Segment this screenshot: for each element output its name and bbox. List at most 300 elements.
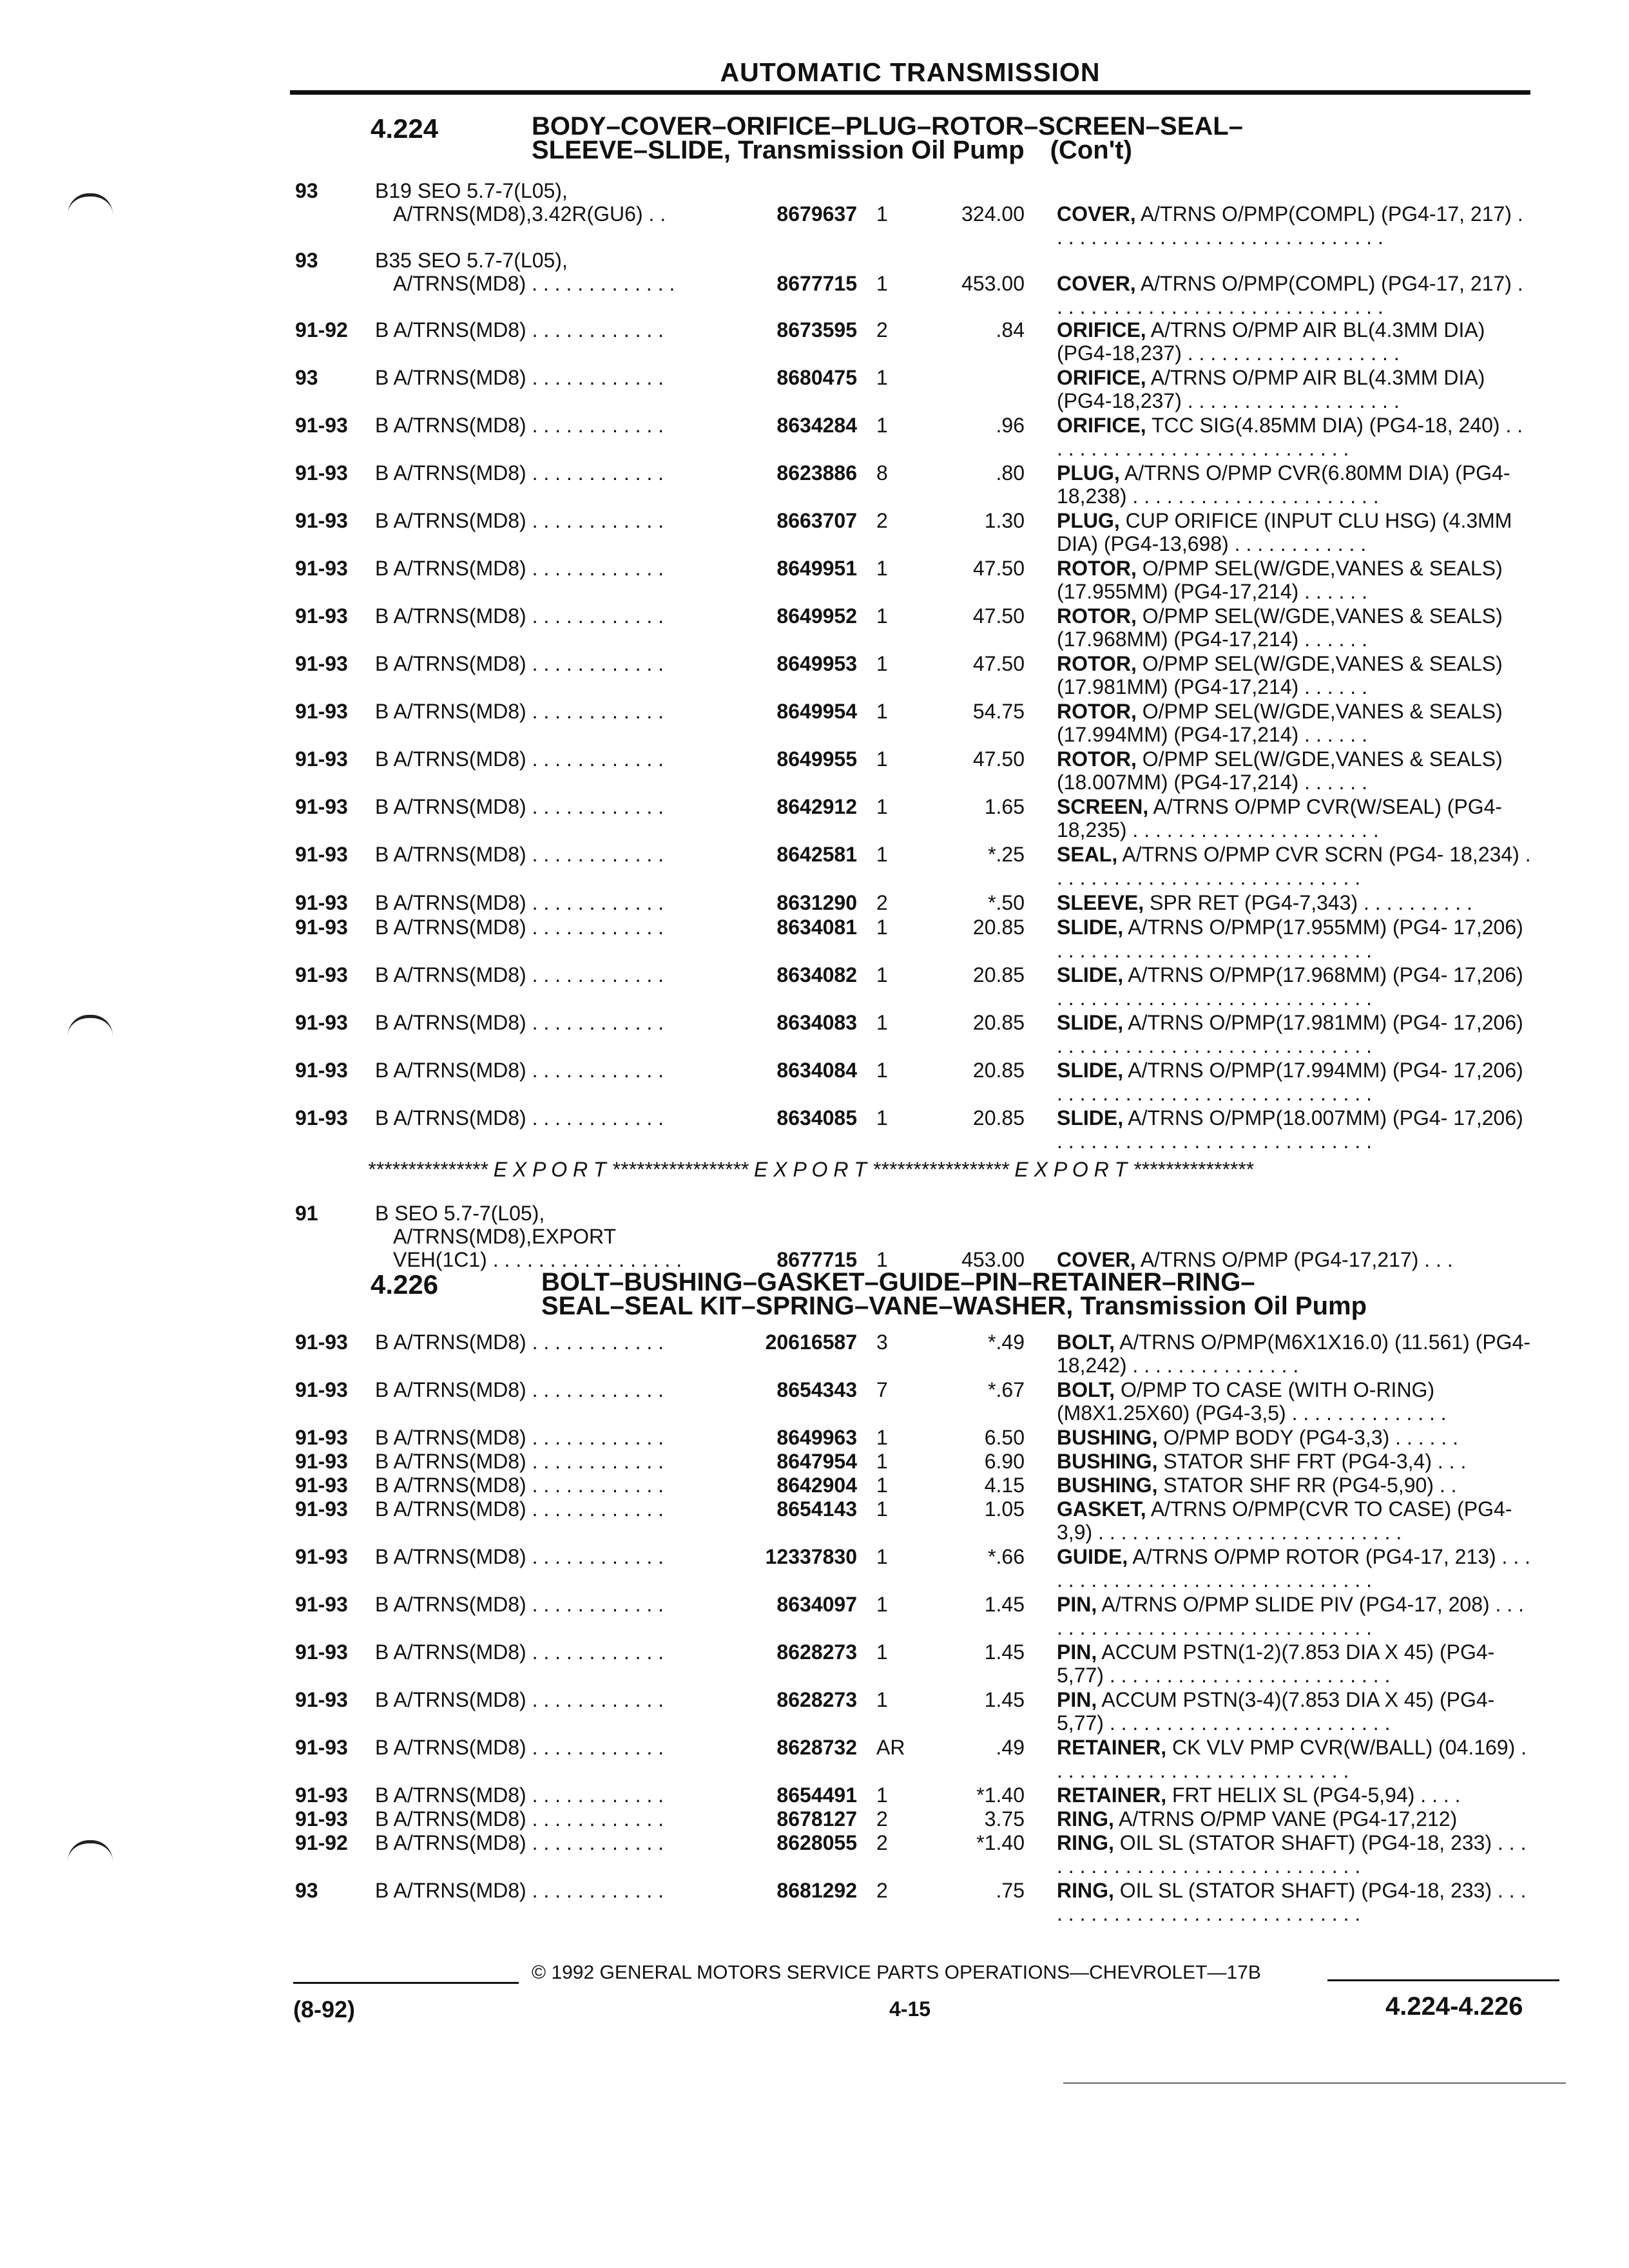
model-year: 91-93 [295, 1474, 348, 1497]
part-number: 8623886 [776, 461, 857, 485]
part-detail: A/TRNS O/PMP CVR SCRN (PG4- 18,234) . . . . . . . . . . . . . . . . . . . . . . . . . . . . [1057, 843, 1531, 889]
model-year: 91-93 [295, 891, 348, 914]
description [1057, 366, 1534, 412]
part-number: 8654143 [776, 1497, 857, 1521]
part-number: 8679637 [776, 202, 857, 226]
application: B A/TRNS(MD8) . . . . . . . . . . . . [375, 1807, 664, 1831]
model-year: 93 [295, 1879, 318, 1902]
part-name: PIN, [1057, 1593, 1097, 1616]
application: B A/TRNS(MD8) . . . . . . . . . . . . [375, 1497, 664, 1521]
description [1057, 461, 1534, 508]
part-number: 8642904 [776, 1474, 857, 1497]
part-detail: A/TRNS O/PMP CVR(6.80MM DIA) (PG4-18,238) . . . . . . . . . . . . . . . . . . . . . . [1057, 461, 1510, 508]
quantity: 1 [876, 1450, 888, 1473]
part-name: RETAINER, [1057, 1736, 1167, 1759]
application: B35 SEO 5.7-7(L05), [375, 249, 568, 272]
price: *1.40 [976, 1831, 1025, 1854]
continued-label: (Con't) [1050, 136, 1132, 164]
description [1057, 1059, 1534, 1105]
description [1057, 1426, 1534, 1449]
quantity: 1 [876, 963, 888, 986]
quantity: 2 [876, 1879, 888, 1902]
quantity: 2 [876, 318, 888, 341]
part-number: 8649954 [776, 700, 857, 723]
application: B A/TRNS(MD8) . . . . . . . . . . . . [375, 1593, 664, 1616]
application: B A/TRNS(MD8) . . . . . . . . . . . . [375, 509, 664, 532]
part-name: RING, [1057, 1807, 1114, 1831]
section-title-line-2: SEAL–SEAL KIT–SPRING–VANE–WASHER, Transmission Oil Pump [541, 1292, 1367, 1320]
application: A/TRNS(MD8),3.42R(GU6) . . [393, 202, 666, 226]
quantity: 2 [876, 1807, 888, 1831]
part-name: ORIFICE, [1057, 318, 1146, 341]
model-year: 91-93 [295, 795, 348, 818]
application: B A/TRNS(MD8) . . . . . . . . . . . . [375, 1474, 664, 1497]
application: B SEO 5.7-7(L05), [375, 1202, 545, 1225]
quantity: 1 [876, 652, 888, 675]
quantity: 1 [876, 1106, 888, 1129]
model-year: 91-93 [295, 1378, 348, 1401]
price: 324.00 [961, 202, 1025, 226]
application: A/TRNS(MD8) . . . . . . . . . . . . . [393, 272, 675, 295]
quantity: 1 [876, 843, 888, 866]
price: 1.45 [984, 1640, 1025, 1664]
quantity: 1 [876, 1545, 888, 1568]
description [1057, 843, 1534, 889]
model-year: 91-93 [295, 1497, 348, 1521]
part-name: RING, [1057, 1879, 1114, 1902]
description [1057, 1331, 1534, 1377]
part-number: 8628273 [776, 1688, 857, 1711]
price: 1.65 [984, 795, 1025, 818]
model-year: 91 [295, 1202, 318, 1225]
application: B19 SEO 5.7-7(L05), [375, 179, 568, 202]
model-year: 91-92 [295, 1831, 348, 1854]
description [1057, 557, 1534, 603]
model-year: 91-93 [295, 652, 348, 675]
price: 3.75 [984, 1807, 1025, 1831]
quantity: 1 [876, 1688, 888, 1711]
part-detail: ACCUM PSTN(1-2)(7.853 DIA X 45) (PG4-5,77) . . . . . . . . . . . . . . . . . . . . . . . . . [1057, 1640, 1495, 1687]
price: 453.00 [961, 272, 1025, 295]
model-year: 93 [295, 179, 318, 202]
application: B A/TRNS(MD8) . . . . . . . . . . . . [375, 1059, 664, 1082]
description [1057, 1879, 1534, 1925]
application: B A/TRNS(MD8) . . . . . . . . . . . . [375, 366, 664, 389]
part-detail: O/PMP TO CASE (WITH O-RING) (M8X1.25X60) (PG4-3,5) . . . . . . . . . . . . . . [1057, 1378, 1447, 1425]
application: B A/TRNS(MD8) . . . . . . . . . . . . [375, 1426, 664, 1449]
part-name: BUSHING, [1057, 1426, 1158, 1449]
model-year: 91-93 [295, 916, 348, 939]
quantity: 1 [876, 1011, 888, 1034]
application: B A/TRNS(MD8) . . . . . . . . . . . . [375, 1736, 664, 1759]
model-year: 91-93 [295, 843, 348, 866]
part-name: BOLT, [1057, 1331, 1115, 1354]
part-detail: ACCUM PSTN(3-4)(7.853 DIA X 45) (PG4-5,77) . . . . . . . . . . . . . . . . . . . . . . . . . [1057, 1688, 1495, 1735]
punch-hole-mark [68, 1840, 113, 1861]
price: 20.85 [972, 963, 1025, 986]
part-name: PLUG, [1057, 509, 1120, 532]
part-number: 8649952 [776, 604, 857, 628]
price: 1.30 [984, 509, 1025, 532]
price: 47.50 [972, 747, 1025, 771]
part-number: 8649951 [776, 557, 857, 580]
application: B A/TRNS(MD8) . . . . . . . . . . . . [375, 318, 664, 341]
model-year: 91-93 [295, 963, 348, 986]
model-year: 91-93 [295, 461, 348, 485]
part-detail: O/PMP BODY (PG4-3,3) . . . . . . [1163, 1426, 1458, 1449]
section-title-line-1: BOLT–BUSHING–GASKET–GUIDE–PIN–RETAINER–RING– [541, 1268, 1255, 1296]
application: B A/TRNS(MD8) . . . . . . . . . . . . [375, 604, 664, 628]
part-name: BUSHING, [1057, 1474, 1158, 1497]
application: B A/TRNS(MD8) . . . . . . . . . . . . [375, 1831, 664, 1854]
price: 20.85 [972, 916, 1025, 939]
model-year: 91-93 [295, 1736, 348, 1759]
model-year: 91-93 [295, 1059, 348, 1082]
description [1057, 652, 1534, 698]
application: B A/TRNS(MD8) . . . . . . . . . . . . [375, 747, 664, 771]
application: B A/TRNS(MD8) . . . . . . . . . . . . [375, 461, 664, 485]
price: *1.40 [976, 1783, 1025, 1807]
export-banner: *************** E X P O R T ***************** E X P O R T ***************** E X P O R T *************** [367, 1158, 1253, 1181]
part-number: 8631290 [776, 891, 857, 914]
application: B A/TRNS(MD8) . . . . . . . . . . . . [375, 1378, 664, 1401]
price: *.66 [988, 1545, 1025, 1568]
part-number: 8628055 [776, 1831, 857, 1854]
quantity: 1 [876, 557, 888, 580]
part-detail: A/TRNS O/PMP(17.968MM) (PG4- 17,206) . . . . . . . . . . . . . . . . . . . . . . . . . . . . [1057, 963, 1523, 1010]
model-year: 91-93 [295, 1783, 348, 1807]
application: B A/TRNS(MD8) . . . . . . . . . . . . [375, 891, 664, 914]
model-year: 93 [295, 366, 318, 389]
footer-page-number: 4-15 [889, 1997, 931, 2021]
part-number: 8681292 [776, 1879, 857, 1902]
part-number: 8642581 [776, 843, 857, 866]
footer-rule-left [293, 1982, 519, 1984]
part-name: ROTOR, [1057, 652, 1137, 675]
price: *.49 [988, 1331, 1025, 1354]
price: .80 [996, 461, 1025, 485]
part-name: BUSHING, [1057, 1450, 1158, 1473]
application: B A/TRNS(MD8) . . . . . . . . . . . . [375, 1011, 664, 1034]
application: B A/TRNS(MD8) . . . . . . . . . . . . [375, 557, 664, 580]
application: B A/TRNS(MD8) . . . . . . . . . . . . [375, 1640, 664, 1664]
part-detail: A/TRNS O/PMP(18.007MM) (PG4- 17,206) . . . . . . . . . . . . . . . . . . . . . . . . . . . . [1057, 1106, 1523, 1153]
section-title [541, 1268, 1572, 1320]
price: .84 [996, 318, 1025, 341]
application: B A/TRNS(MD8) . . . . . . . . . . . . [375, 963, 664, 986]
part-number: 8677715 [776, 272, 857, 295]
part-number: 8647954 [776, 1450, 857, 1473]
description [1057, 747, 1534, 794]
description [1057, 700, 1534, 746]
description [1057, 202, 1534, 249]
part-number: 8680475 [776, 366, 857, 389]
part-number: 8678127 [776, 1807, 857, 1831]
part-name: SEAL, [1057, 843, 1118, 866]
quantity: 1 [876, 1497, 888, 1521]
quantity: 2 [876, 509, 888, 532]
part-detail: A/TRNS O/PMP AIR BL(4.3MM DIA) (PG4-18,237) . . . . . . . . . . . . . . . . . . . [1057, 366, 1485, 412]
description [1057, 1378, 1534, 1425]
application: VEH(1C1) . . . . . . . . . . . . . . . . . [393, 1248, 682, 1271]
part-number: 8634085 [776, 1106, 857, 1129]
description [1057, 795, 1534, 841]
model-year: 91-93 [295, 1426, 348, 1449]
application: B A/TRNS(MD8) . . . . . . . . . . . . [375, 1688, 664, 1711]
part-detail: O/PMP SEL(W/GDE,VANES & SEALS)(17.981MM) (PG4-17,214) . . . . . . [1057, 652, 1503, 698]
part-detail: CUP ORIFICE (INPUT CLU HSG) (4.3MM DIA) (PG4-13,698) . . . . . . . . . . . . [1057, 509, 1512, 555]
description [1057, 604, 1534, 651]
part-name: SLIDE, [1057, 1059, 1124, 1082]
part-name: GUIDE, [1057, 1545, 1128, 1568]
part-detail: A/TRNS O/PMP (PG4-17,217) . . . [1140, 1248, 1453, 1271]
application: A/TRNS(MD8),EXPORT [393, 1225, 617, 1248]
quantity: 2 [876, 1831, 888, 1854]
quantity: 1 [876, 1059, 888, 1082]
part-name: PIN, [1057, 1640, 1097, 1664]
part-detail: OIL SL (STATOR SHAFT) (PG4-18, 233) . . . . . . . . . . . . . . . . . . . . . . . . . . . . . . [1057, 1879, 1527, 1925]
application: B A/TRNS(MD8) . . . . . . . . . . . . [375, 1545, 664, 1568]
punch-hole-mark [68, 1015, 113, 1036]
bottom-rule [1063, 2082, 1566, 2084]
description [1057, 1688, 1534, 1735]
part-detail: STATOR SHF FRT (PG4-3,4) . . . [1163, 1450, 1467, 1473]
description [1057, 1497, 1534, 1544]
model-year: 93 [295, 249, 318, 272]
part-detail: A/TRNS O/PMP(17.955MM) (PG4- 17,206) . . . . . . . . . . . . . . . . . . . . . . . . . . . . [1057, 916, 1523, 962]
part-number: 8634082 [776, 963, 857, 986]
application: B A/TRNS(MD8) . . . . . . . . . . . . [375, 1879, 664, 1902]
price: 20.85 [972, 1011, 1025, 1034]
quantity: 1 [876, 1426, 888, 1449]
part-number: 8663707 [776, 509, 857, 532]
description [1057, 1736, 1534, 1782]
price: *.67 [988, 1378, 1025, 1401]
price: 20.85 [972, 1059, 1025, 1082]
part-number: 8654491 [776, 1783, 857, 1807]
model-year: 91-93 [295, 747, 348, 771]
part-number: 8628273 [776, 1640, 857, 1664]
description [1057, 414, 1534, 460]
description [1057, 509, 1534, 555]
model-year: 91-93 [295, 1640, 348, 1664]
price: 453.00 [961, 1248, 1025, 1271]
price: 6.90 [984, 1450, 1025, 1473]
part-detail: TCC SIG(4.85MM DIA) (PG4-18, 240) . . . . . . . . . . . . . . . . . . . . . . . . . . . . [1057, 414, 1523, 460]
part-name: ROTOR, [1057, 557, 1137, 580]
part-number: 8654343 [776, 1378, 857, 1401]
quantity: AR [876, 1736, 905, 1759]
part-detail: A/TRNS O/PMP(COMPL) (PG4-17, 217) . . . . . . . . . . . . . . . . . . . . . . . . . . . . . . [1057, 202, 1523, 249]
part-detail: O/PMP SEL(W/GDE,VANES & SEALS)(17.968MM) (PG4-17,214) . . . . . . [1057, 604, 1503, 651]
part-detail: O/PMP SEL(W/GDE,VANES & SEALS)(18.007MM) (PG4-17,214) . . . . . . [1057, 747, 1503, 794]
quantity: 1 [876, 1783, 888, 1807]
description [1057, 1831, 1534, 1878]
description [1057, 1248, 1534, 1271]
price: *.25 [988, 843, 1025, 866]
price: 47.50 [972, 557, 1025, 580]
description [1057, 1106, 1534, 1153]
part-detail: A/TRNS O/PMP SLIDE PIV (PG4-17, 208) . . . . . . . . . . . . . . . . . . . . . . . . . . . . . . . [1057, 1593, 1524, 1639]
application: B A/TRNS(MD8) . . . . . . . . . . . . [375, 843, 664, 866]
description [1057, 916, 1534, 962]
model-year: 91-93 [295, 1450, 348, 1473]
part-name: SCREEN, [1057, 795, 1149, 818]
part-detail: SPR RET (PG4-7,343) . . . . . . . . . . [1150, 891, 1472, 914]
part-detail: O/PMP SEL(W/GDE,VANES & SEALS)(17.955MM) (PG4-17,214) . . . . . . [1057, 557, 1503, 603]
quantity: 1 [876, 747, 888, 771]
application: B A/TRNS(MD8) . . . . . . . . . . . . [375, 414, 664, 437]
model-year: 91-92 [295, 318, 348, 341]
part-name: ROTOR, [1057, 700, 1137, 723]
quantity: 1 [876, 414, 888, 437]
part-number: 8649963 [776, 1426, 857, 1449]
part-number: 8673595 [776, 318, 857, 341]
part-name: ORIFICE, [1057, 366, 1146, 389]
application: B A/TRNS(MD8) . . . . . . . . . . . . [375, 1783, 664, 1807]
description [1057, 1545, 1534, 1591]
price: .49 [996, 1736, 1025, 1759]
quantity: 1 [876, 795, 888, 818]
part-number: 8634097 [776, 1593, 857, 1616]
description [1057, 1783, 1534, 1807]
footer-copyright: © 1992 GENERAL MOTORS SERVICE PARTS OPERATIONS—CHEVROLET—17B [532, 1962, 1261, 1983]
application: B A/TRNS(MD8) . . . . . . . . . . . . [375, 1450, 664, 1473]
part-name: BOLT, [1057, 1378, 1115, 1401]
part-detail: A/TRNS O/PMP VANE (PG4-17,212) [1119, 1807, 1458, 1831]
quantity: 1 [876, 1640, 888, 1664]
part-name: PLUG, [1057, 461, 1120, 485]
description [1057, 1640, 1534, 1687]
part-number: 8649955 [776, 747, 857, 771]
part-name: GASKET, [1057, 1497, 1146, 1521]
description [1057, 272, 1534, 318]
part-detail: A/TRNS O/PMP CVR(W/SEAL) (PG4-18,235) . . . . . . . . . . . . . . . . . . . . . . [1057, 795, 1503, 841]
part-name: PIN, [1057, 1688, 1097, 1711]
part-number: 8634081 [776, 916, 857, 939]
model-year: 91-93 [295, 1807, 348, 1831]
part-detail: A/TRNS O/PMP(17.994MM) (PG4- 17,206) . . . . . . . . . . . . . . . . . . . . . . . . . . . . [1057, 1059, 1523, 1105]
footer-rule-right [1327, 1979, 1559, 1981]
quantity: 1 [876, 366, 888, 389]
quantity: 1 [876, 1474, 888, 1497]
description [1057, 1807, 1534, 1831]
part-detail: A/TRNS O/PMP ROTOR (PG4-17, 213) . . . . . . . . . . . . . . . . . . . . . . . . . . . . . . . [1057, 1545, 1530, 1591]
part-number: 8634284 [776, 414, 857, 437]
page-header [290, 54, 1530, 95]
description [1057, 1593, 1534, 1639]
quantity: 1 [876, 1248, 888, 1271]
price: .75 [996, 1879, 1025, 1902]
description [1057, 1450, 1534, 1473]
model-year: 91-93 [295, 509, 348, 532]
quantity: 1 [876, 604, 888, 628]
part-name: SLIDE, [1057, 1011, 1124, 1034]
part-detail: CK VLV PMP CVR(W/BALL) (04.169) . . . . . . . . . . . . . . . . . . . . . . . . . . . [1057, 1736, 1527, 1782]
application: B A/TRNS(MD8) . . . . . . . . . . . . [375, 1331, 664, 1354]
part-name: SLIDE, [1057, 963, 1124, 986]
part-name: ROTOR, [1057, 604, 1137, 628]
price: 6.50 [984, 1426, 1025, 1449]
section-number: 4.224 [371, 113, 439, 144]
price: 4.15 [984, 1474, 1025, 1497]
part-detail: A/TRNS O/PMP AIR BL(4.3MM DIA) (PG4-18,237) . . . . . . . . . . . . . . . . . . . [1057, 318, 1485, 365]
part-name: COVER, [1057, 202, 1136, 226]
model-year: 91-93 [295, 1688, 348, 1711]
part-detail: A/TRNS O/PMP(COMPL) (PG4-17, 217) . . . . . . . . . . . . . . . . . . . . . . . . . . . . . . [1057, 272, 1523, 318]
quantity: 1 [876, 700, 888, 723]
part-name: RETAINER, [1057, 1783, 1167, 1807]
section-title [532, 112, 1563, 164]
quantity: 3 [876, 1331, 888, 1354]
quantity: 1 [876, 916, 888, 939]
quantity: 1 [876, 1593, 888, 1616]
section-title-line-2 [532, 136, 1563, 164]
application: B A/TRNS(MD8) . . . . . . . . . . . . [375, 1106, 664, 1129]
description [1057, 891, 1534, 914]
part-name: RING, [1057, 1831, 1114, 1854]
price: 47.50 [972, 604, 1025, 628]
price: 1.05 [984, 1497, 1025, 1521]
application: B A/TRNS(MD8) . . . . . . . . . . . . [375, 795, 664, 818]
punch-hole-mark [68, 193, 113, 215]
part-name: SLIDE, [1057, 916, 1124, 939]
part-detail: A/TRNS O/PMP(CVR TO CASE) (PG4-3,9) . . . . . . . . . . . . . . . . . . . . . . . . . . . [1057, 1497, 1512, 1544]
part-number: 8642912 [776, 795, 857, 818]
section-number: 4.226 [371, 1269, 439, 1300]
part-number: 12337830 [765, 1545, 857, 1568]
description [1057, 1011, 1534, 1057]
price: 1.45 [984, 1688, 1025, 1711]
footer-section-range: 4.224-4.226 [1385, 1992, 1523, 2021]
price: 54.75 [972, 700, 1025, 723]
model-year: 91-93 [295, 1593, 348, 1616]
section-title-text: SLEEVE–SLIDE, Transmission Oil Pump [532, 136, 1025, 164]
model-year: 91-93 [295, 604, 348, 628]
description [1057, 963, 1534, 1010]
part-name: COVER, [1057, 1248, 1136, 1271]
part-detail: O/PMP SEL(W/GDE,VANES & SEALS)(17.994MM) (PG4-17,214) . . . . . . [1057, 700, 1503, 746]
model-year: 91-93 [295, 1331, 348, 1354]
part-name: SLIDE, [1057, 1106, 1124, 1129]
part-detail: FRT HELIX SL (PG4-5,94) . . . . [1171, 1783, 1461, 1807]
description [1057, 1474, 1534, 1497]
price: 20.85 [972, 1106, 1025, 1129]
part-number: 8634084 [776, 1059, 857, 1082]
price: .96 [996, 414, 1025, 437]
model-year: 91-93 [295, 1106, 348, 1129]
quantity: 1 [876, 202, 888, 226]
price: 1.45 [984, 1593, 1025, 1616]
part-detail: STATOR SHF RR (PG4-5,90) . . [1163, 1474, 1457, 1497]
part-number: 20616587 [765, 1331, 857, 1354]
model-year: 91-93 [295, 700, 348, 723]
part-number: 8628732 [776, 1736, 857, 1759]
part-detail: OIL SL (STATOR SHAFT) (PG4-18, 233) . . . . . . . . . . . . . . . . . . . . . . . . . . . . . . [1057, 1831, 1527, 1878]
part-detail: A/TRNS O/PMP(17.981MM) (PG4- 17,206) . . . . . . . . . . . . . . . . . . . . . . . . . . . . [1057, 1011, 1523, 1057]
application: B A/TRNS(MD8) . . . . . . . . . . . . [375, 700, 664, 723]
part-number: 8677715 [776, 1248, 857, 1271]
model-year: 91-93 [295, 414, 348, 437]
quantity: 1 [876, 272, 888, 295]
description [1057, 318, 1534, 365]
page-header-title: AUTOMATIC TRANSMISSION [720, 57, 1101, 87]
part-name: ORIFICE, [1057, 414, 1146, 437]
part-number: 8649953 [776, 652, 857, 675]
part-name: COVER, [1057, 272, 1136, 295]
price: *.50 [988, 891, 1025, 914]
quantity: 2 [876, 891, 888, 914]
